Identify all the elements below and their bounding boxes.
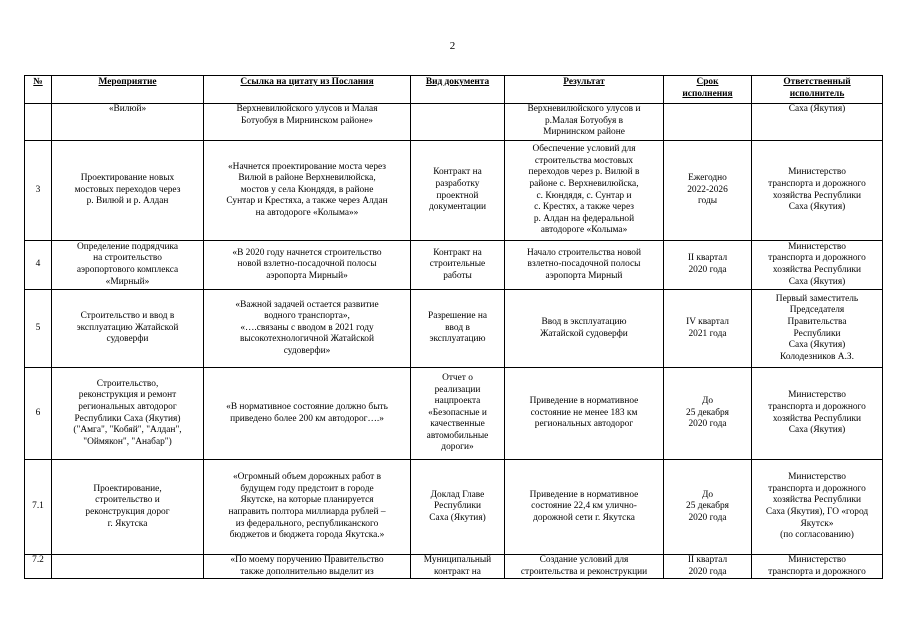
cell-term <box>664 104 752 141</box>
cell-num <box>25 104 52 141</box>
cell-term: До 25 декабря 2020 года <box>664 460 752 555</box>
cell-num: 6 <box>25 368 52 460</box>
cell-term: II квартал 2020 года <box>664 241 752 290</box>
cell-num: 3 <box>25 141 52 241</box>
header-row <box>25 76 883 104</box>
cell-event: Проектирование новых мостовых переходов через р. Вилюй и р. Алдан <box>52 141 204 241</box>
cell-event: «Вилюй» <box>52 104 204 141</box>
table-row <box>25 241 883 290</box>
cell-event: Строительство, реконструкция и ремонт региональных автодорог Республики Саха (Якутия) ("Амга", "Кобяй", "Алдан", "Оймякон", "Анабар") <box>52 368 204 460</box>
cell-quote: «Важной задачей остается развитие водного транспорта», «….связаны с вводом в 2021 году высокотехнологичной Жатайской судоверфи» <box>204 290 411 368</box>
cell-doc <box>411 104 505 141</box>
activities-table <box>24 75 883 579</box>
cell-num: 7.2 <box>25 555 52 579</box>
cell-executor: Саха (Якутия) <box>752 104 883 141</box>
cell-quote: «В нормативное состояние должно быть приведено более 200 км автодорог….» <box>204 368 411 460</box>
table-row <box>25 290 883 368</box>
cell-num: 4 <box>25 241 52 290</box>
cell-num: 5 <box>25 290 52 368</box>
cell-doc: Отчет о реализации нацпроекта «Безопасные и качественные автомобильные дороги» <box>411 368 505 460</box>
cell-event <box>52 555 204 579</box>
cell-executor: Министерство транспорта и дорожного хозяйства Республики Саха (Якутия) <box>752 241 883 290</box>
cell-term: До 25 декабря 2020 года <box>664 368 752 460</box>
cell-result: Начало строительства новой взлетно-посадочной полосы аэропорта Мирный <box>505 241 664 290</box>
table-row <box>25 104 883 141</box>
cell-result: Обеспечение условий для строительства мостовых переходов через р. Вилюй в районе с. Верхневилюйска, с. Кюндядя, с. Сунтар и с. Крестях, а также через р. Алдан на федеральной автодороге «Колыма» <box>505 141 664 241</box>
cell-executor: Министерство транспорта и дорожного хозяйства Республики Саха (Якутия) <box>752 368 883 460</box>
cell-doc: Доклад Главе Республики Саха (Якутия) <box>411 460 505 555</box>
header-executor: Ответственный исполнитель <box>752 76 883 104</box>
cell-event: Определение подрядчика на строительство аэропортового комплекса «Мирный» <box>52 241 204 290</box>
cell-executor: Первый заместитель Председателя Правительства Республики Саха (Якутия) Колодезников А.З. <box>752 290 883 368</box>
cell-doc: Контракт на строительные работы <box>411 241 505 290</box>
header-doc-type: Вид документа <box>411 76 505 104</box>
cell-executor: Министерство транспорта и дорожного хозяйства Республики Саха (Якутия), ГО «город Якутск» (по согласованию) <box>752 460 883 555</box>
cell-quote: «Начнется проектирование моста через Вилюй в районе Верхневилюйска, мостов у села Кюндядя, в районе Сунтар и Крестяха, а также через Алдан на автодороге «Колыма»» <box>204 141 411 241</box>
cell-result: Верхневилюйского улусов и р.Малая Ботуобуя в Мирнинском районе <box>505 104 664 141</box>
header-quote: Ссылка на цитату из Послания <box>204 76 411 104</box>
table-row <box>25 460 883 555</box>
cell-executor: Министерство транспорта и дорожного хозяйства Республики Саха (Якутия) <box>752 141 883 241</box>
cell-term: IV квартал 2021 года <box>664 290 752 368</box>
cell-result: Приведение в нормативное состояние не менее 183 км региональных автодорог <box>505 368 664 460</box>
cell-event: Проектирование, строительство и реконструкция дорог г. Якутска <box>52 460 204 555</box>
cell-term: Ежегодно 2022-2026 годы <box>664 141 752 241</box>
cell-executor: Министерство транспорта и дорожного <box>752 555 883 579</box>
page-number: 2 <box>449 40 456 52</box>
cell-term: II квартал 2020 года <box>664 555 752 579</box>
cell-num: 7.1 <box>25 460 52 555</box>
cell-doc: Разрешение на ввод в эксплуатацию <box>411 290 505 368</box>
cell-quote: «По моему поручению Правительство также дополнительно выделит из <box>204 555 411 579</box>
header-result: Результат <box>505 76 664 104</box>
cell-quote: «В 2020 году начнется строительство новой взлетно-посадочной полосы аэропорта Мирный» <box>204 241 411 290</box>
table-row <box>25 555 883 579</box>
header-event: Мероприятие <box>52 76 204 104</box>
cell-result: Ввод в эксплуатацию Жатайской судоверфи <box>505 290 664 368</box>
cell-doc: Муниципальный контракт на <box>411 555 505 579</box>
cell-quote: «Огромный объем дорожных работ в будущем году предстоит в городе Якутске, на которые планируется направить полтора миллиарда рублей – из федерального, республиканского бюджетов и бюджета города Якутска.» <box>204 460 411 555</box>
table-row <box>25 141 883 241</box>
table-row <box>25 368 883 460</box>
cell-doc: Контракт на разработку проектной документации <box>411 141 505 241</box>
cell-quote: Верхневилюйского улусов и Малая Ботуобуя в Мирнинском районе» <box>204 104 411 141</box>
cell-event: Строительство и ввод в эксплуатацию Жатайской судоверфи <box>52 290 204 368</box>
header-number: № <box>25 76 52 104</box>
header-deadline: Срок исполнения <box>664 76 752 104</box>
cell-result: Приведение в нормативное состояние 22,4 км улично- дорожной сети г. Якутска <box>505 460 664 555</box>
cell-result: Создание условий для строительства и реконструкции <box>505 555 664 579</box>
